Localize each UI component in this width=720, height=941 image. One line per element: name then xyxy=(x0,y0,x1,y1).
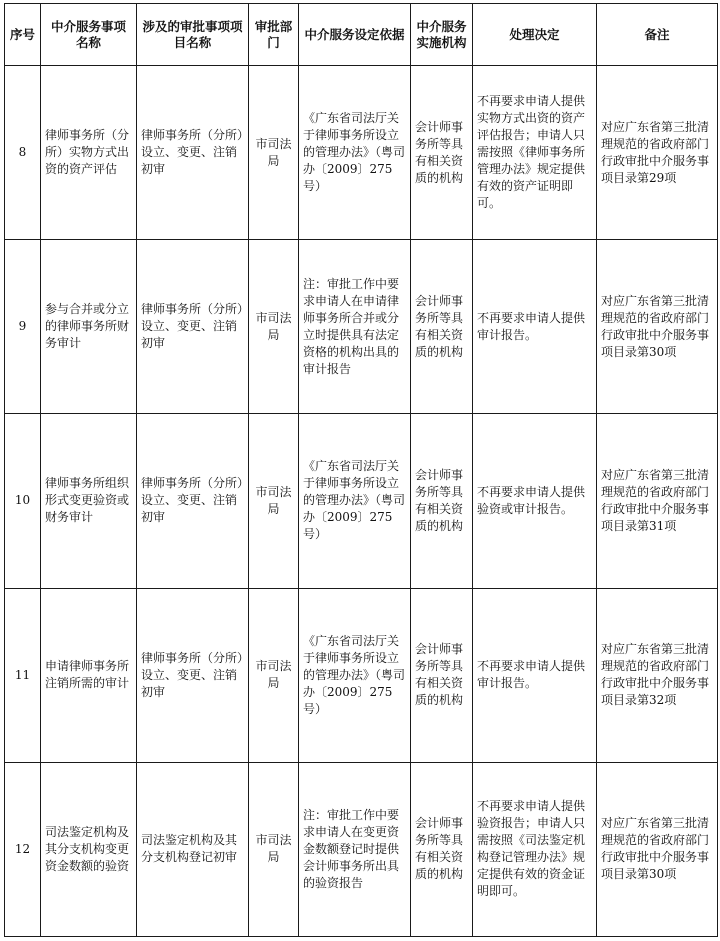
cell-basis: 《广东省司法厅关于律师事务所设立的管理办法》（粤司办〔2009〕275号） xyxy=(299,588,411,762)
cell-service: 司法鉴定机构及其分支机构变更资金数额的验资 xyxy=(41,762,137,936)
header-approval: 涉及的审批事项项目名称 xyxy=(137,4,249,66)
cell-approval: 律师事务所（分所）设立、变更、注销初审 xyxy=(137,588,249,762)
cell-approval: 律师事务所（分所）设立、变更、注销初审 xyxy=(137,240,249,414)
cell-remark: 对应广东省第三批清理规范的省政府部门行政审批中介服务事项目录第31项 xyxy=(597,414,718,588)
table-row xyxy=(5,240,718,414)
header-basis: 中介服务设定依据 xyxy=(299,4,411,66)
table-row xyxy=(5,762,718,936)
cell-decision: 不再要求申请人提供审计报告。 xyxy=(473,240,597,414)
table-row xyxy=(5,414,718,588)
approval-items-table xyxy=(4,3,718,937)
cell-decision: 不再要求申请人提供验资或审计报告。 xyxy=(473,414,597,588)
cell-dept: 市司法局 xyxy=(249,66,299,240)
cell-approval: 律师事务所（分所）设立、变更、注销初审 xyxy=(137,66,249,240)
cell-approval: 律师事务所（分所）设立、变更、注销初审 xyxy=(137,414,249,588)
header-no: 序号 xyxy=(5,4,41,66)
header-agency: 中介服务实施机构 xyxy=(411,4,473,66)
table-header-row xyxy=(5,4,718,66)
cell-dept: 市司法局 xyxy=(249,762,299,936)
cell-agency: 会计师事务所等具有相关资质的机构 xyxy=(411,762,473,936)
cell-agency: 会计师事务所等具有相关资质的机构 xyxy=(411,588,473,762)
header-service: 中介服务事项名称 xyxy=(41,4,137,66)
header-dept: 审批部门 xyxy=(249,4,299,66)
cell-basis: 《广东省司法厅关于律师事务所设立的管理办法》（粤司办〔2009〕275号） xyxy=(299,66,411,240)
cell-service: 律师事务所（分所）实物方式出资的资产评估 xyxy=(41,66,137,240)
cell-service: 律师事务所组织形式变更验资或财务审计 xyxy=(41,414,137,588)
cell-agency: 会计师事务所等具有相关资质的机构 xyxy=(411,414,473,588)
table-row xyxy=(5,588,718,762)
table-row xyxy=(5,66,718,240)
cell-no: 12 xyxy=(5,762,41,936)
cell-no: 10 xyxy=(5,414,41,588)
cell-dept: 市司法局 xyxy=(249,240,299,414)
cell-no: 9 xyxy=(5,240,41,414)
cell-approval: 司法鉴定机构及其分支机构登记初审 xyxy=(137,762,249,936)
header-remark: 备注 xyxy=(597,4,718,66)
cell-decision: 不再要求申请人提供实物方式出资的资产评估报告；申请人只需按照《律师事务所管理办法》规定提供有效的资产证明即可。 xyxy=(473,66,597,240)
cell-service: 申请律师事务所注销所需的审计 xyxy=(41,588,137,762)
cell-basis: 注：审批工作中要求申请人在申请律师事务所合并或分立时提供具有法定资格的机构出具的审计报告 xyxy=(299,240,411,414)
cell-remark: 对应广东省第三批清理规范的省政府部门行政审批中介服务事项目录第30项 xyxy=(597,240,718,414)
cell-basis: 《广东省司法厅关于律师事务所设立的管理办法》（粤司办〔2009〕275号） xyxy=(299,414,411,588)
cell-remark: 对应广东省第三批清理规范的省政府部门行政审批中介服务事项目录第29项 xyxy=(597,66,718,240)
cell-decision: 不再要求申请人提供验资报告；申请人只需按照《司法鉴定机构登记管理办法》规定提供有效的资金证明即可。 xyxy=(473,762,597,936)
cell-basis: 注：审批工作中要求申请人在变更资金数额登记时提供会计师事务所出具的验资报告 xyxy=(299,762,411,936)
cell-dept: 市司法局 xyxy=(249,414,299,588)
cell-remark: 对应广东省第三批清理规范的省政府部门行政审批中介服务事项目录第32项 xyxy=(597,588,718,762)
cell-remark: 对应广东省第三批清理规范的省政府部门行政审批中介服务事项目录第30项 xyxy=(597,762,718,936)
cell-no: 8 xyxy=(5,66,41,240)
cell-service: 参与合并或分立的律师事务所财务审计 xyxy=(41,240,137,414)
cell-dept: 市司法局 xyxy=(249,588,299,762)
cell-agency: 会计师事务所等具有相关资质的机构 xyxy=(411,240,473,414)
cell-agency: 会计师事务所等具有相关资质的机构 xyxy=(411,66,473,240)
cell-decision: 不再要求申请人提供审计报告。 xyxy=(473,588,597,762)
header-decision: 处理决定 xyxy=(473,4,597,66)
cell-no: 11 xyxy=(5,588,41,762)
